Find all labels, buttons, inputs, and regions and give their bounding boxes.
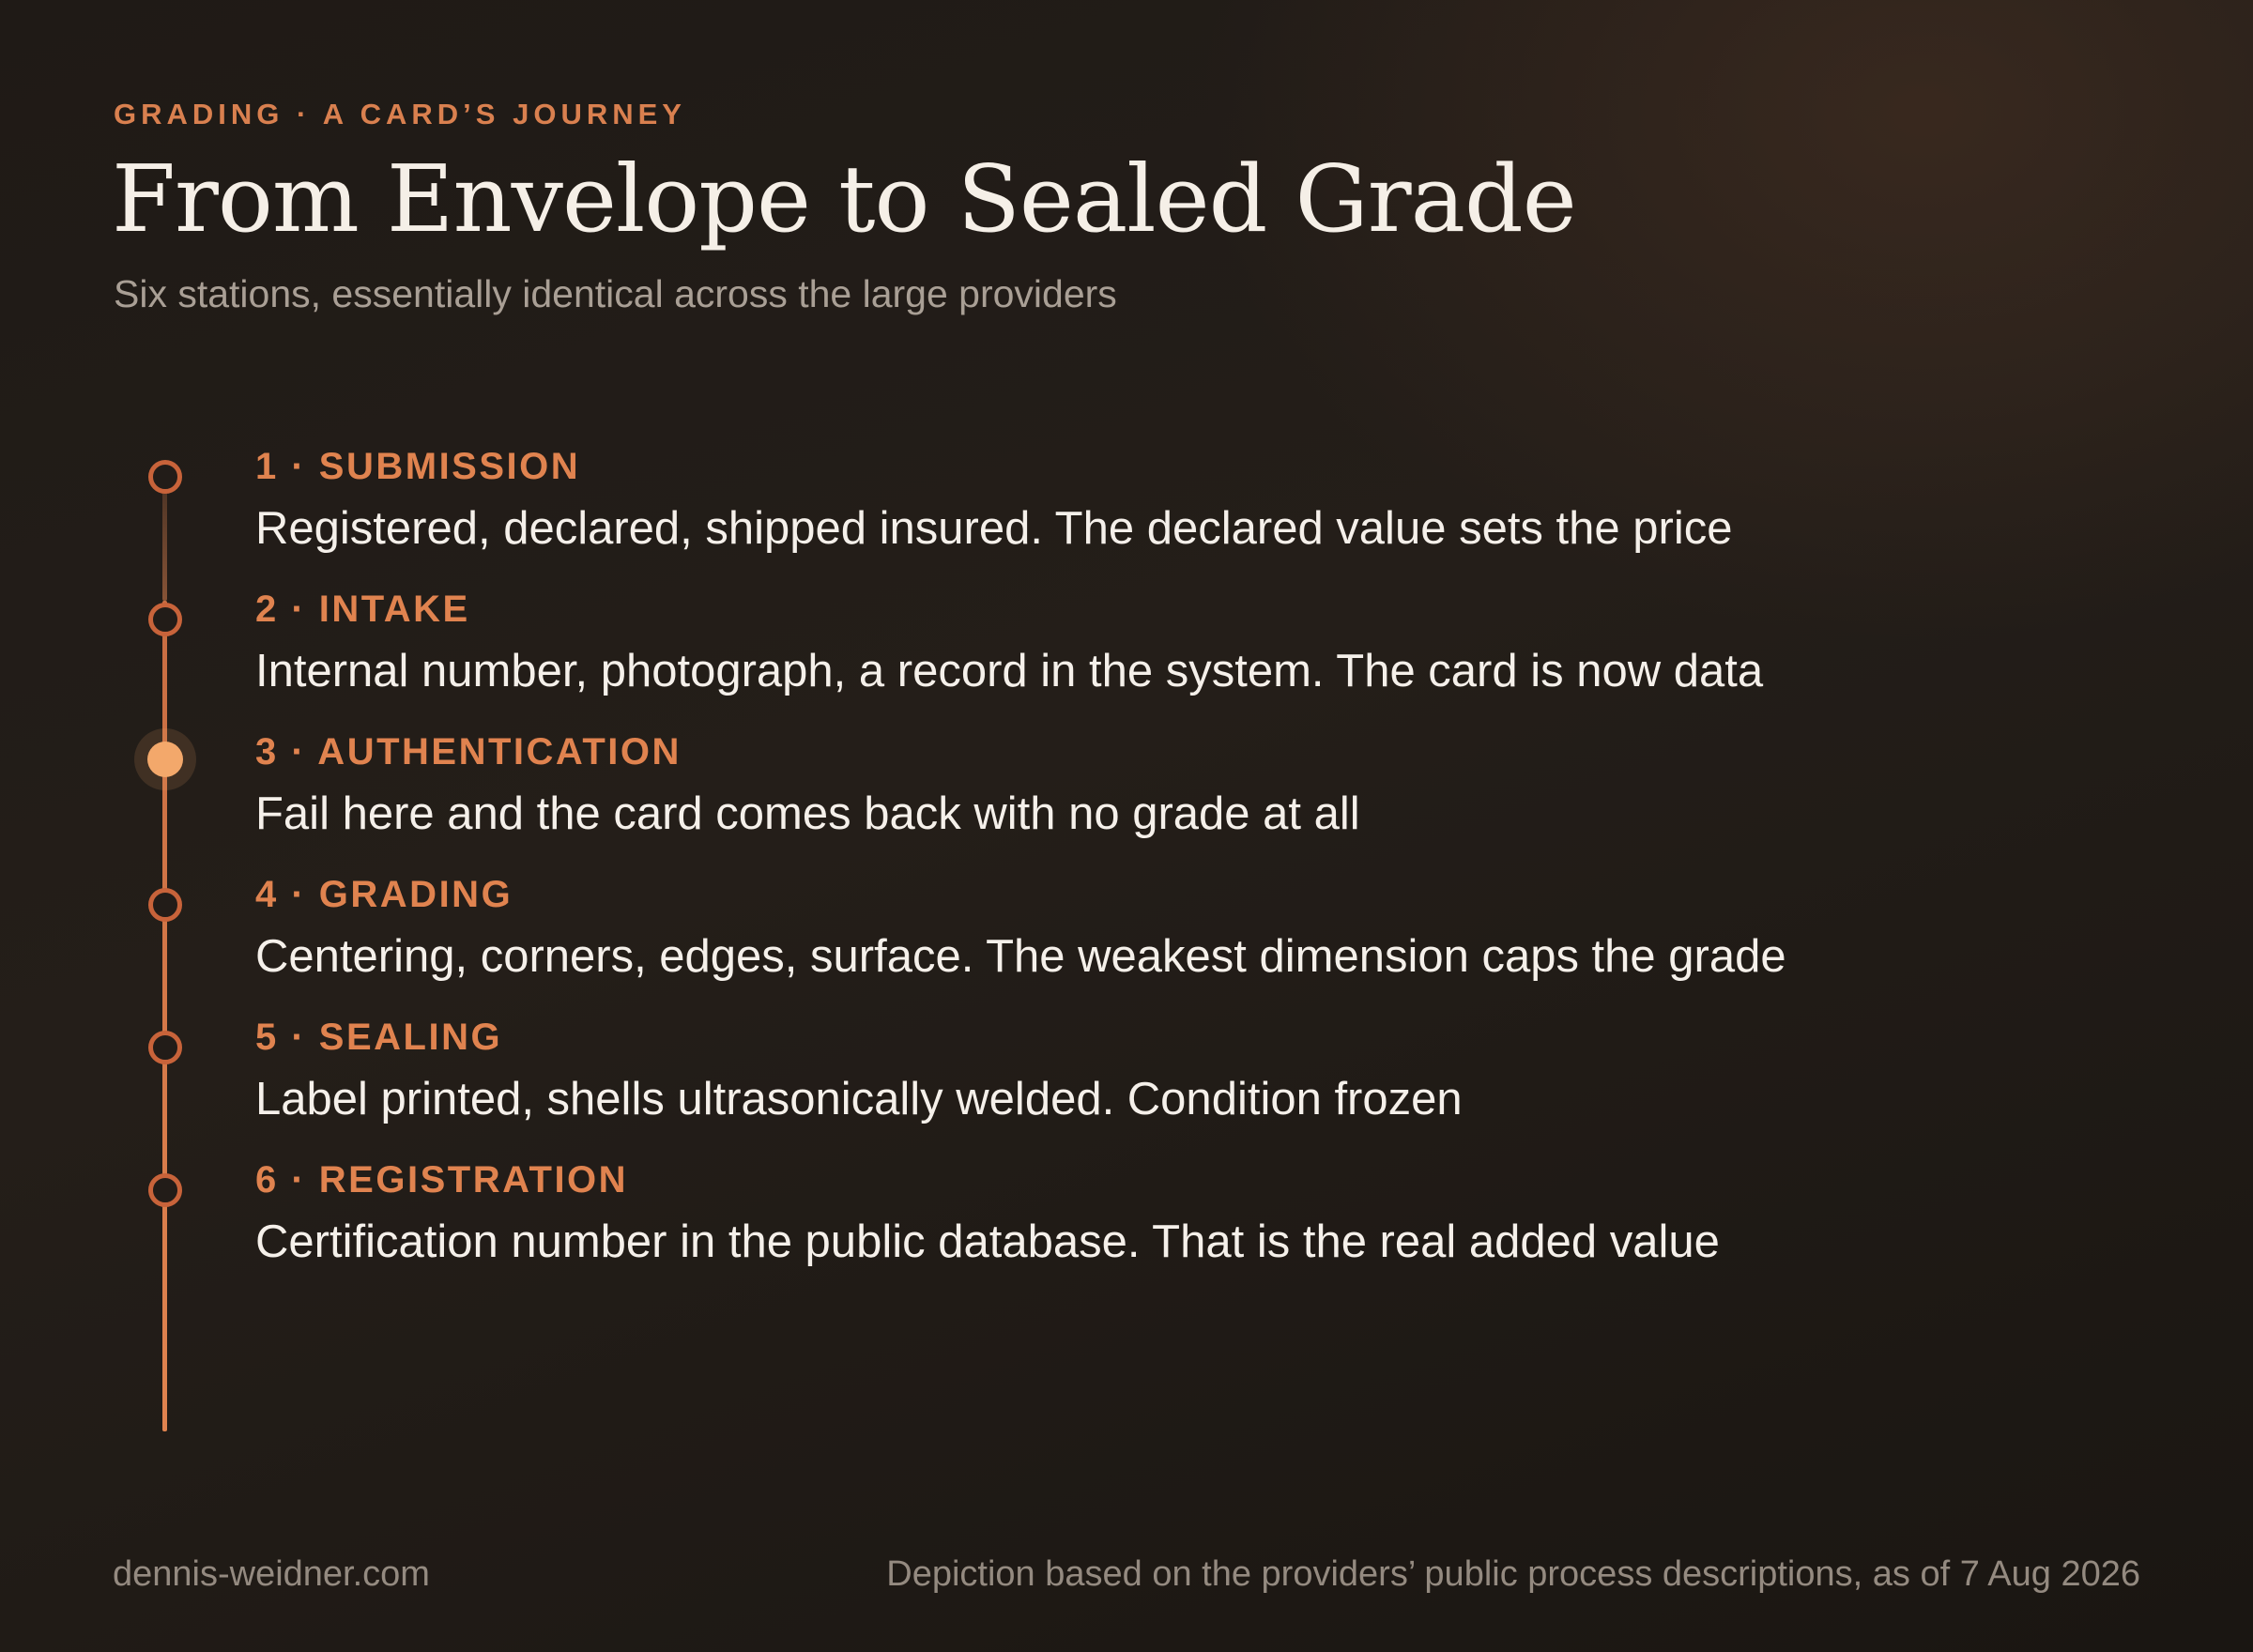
step-label: 2 · INTAKE <box>255 589 470 630</box>
step-description: Registered, declared, shipped insured. The declared value sets the price <box>255 503 1733 554</box>
step-grading <box>255 876 1786 980</box>
page-title: From Envelope to Sealed Grade <box>112 146 1576 253</box>
timeline-rail-faded <box>162 488 167 601</box>
step-label: 1 · SUBMISSION <box>255 446 581 487</box>
timeline-node-1 <box>148 460 182 494</box>
timeline-node-3-active <box>147 742 183 777</box>
timeline-node-5 <box>148 1031 182 1064</box>
source-note: Depiction based on the providers’ public process descriptions, as of 7 Aug 2026 <box>886 1554 2140 1594</box>
step-registration <box>255 1161 1720 1265</box>
step-description: Label printed, shells ultrasonically welded. Condition frozen <box>255 1074 1463 1124</box>
timeline-node-4 <box>148 888 182 922</box>
step-label: 6 · REGISTRATION <box>255 1159 629 1201</box>
step-description: Centering, corners, edges, surface. The weakest dimension caps the grade <box>255 931 1786 982</box>
site-link[interactable]: dennis-weidner.com <box>113 1554 430 1594</box>
step-description: Certification number in the public database. That is the real added value <box>255 1216 1720 1267</box>
timeline-node-2 <box>148 603 182 636</box>
step-description: Internal number, photograph, a record in the system. The card is now data <box>255 646 1764 696</box>
step-submission <box>255 448 1732 552</box>
step-label: 5 · SEALING <box>255 1017 503 1058</box>
step-label: 3 · AUTHENTICATION <box>255 731 682 772</box>
step-authentication <box>255 733 1360 837</box>
timeline-rail <box>162 601 167 1431</box>
eyebrow-label: GRADING · A CARD’S JOURNEY <box>114 98 686 130</box>
page-subtitle: Six stations, essentially identical across the large providers <box>114 272 1117 315</box>
step-sealing <box>255 1018 1463 1123</box>
step-description: Fail here and the card comes back with no grade at all <box>255 788 1360 839</box>
step-label: 4 · GRADING <box>255 874 513 915</box>
step-intake <box>255 590 1763 695</box>
timeline-node-6 <box>148 1173 182 1207</box>
